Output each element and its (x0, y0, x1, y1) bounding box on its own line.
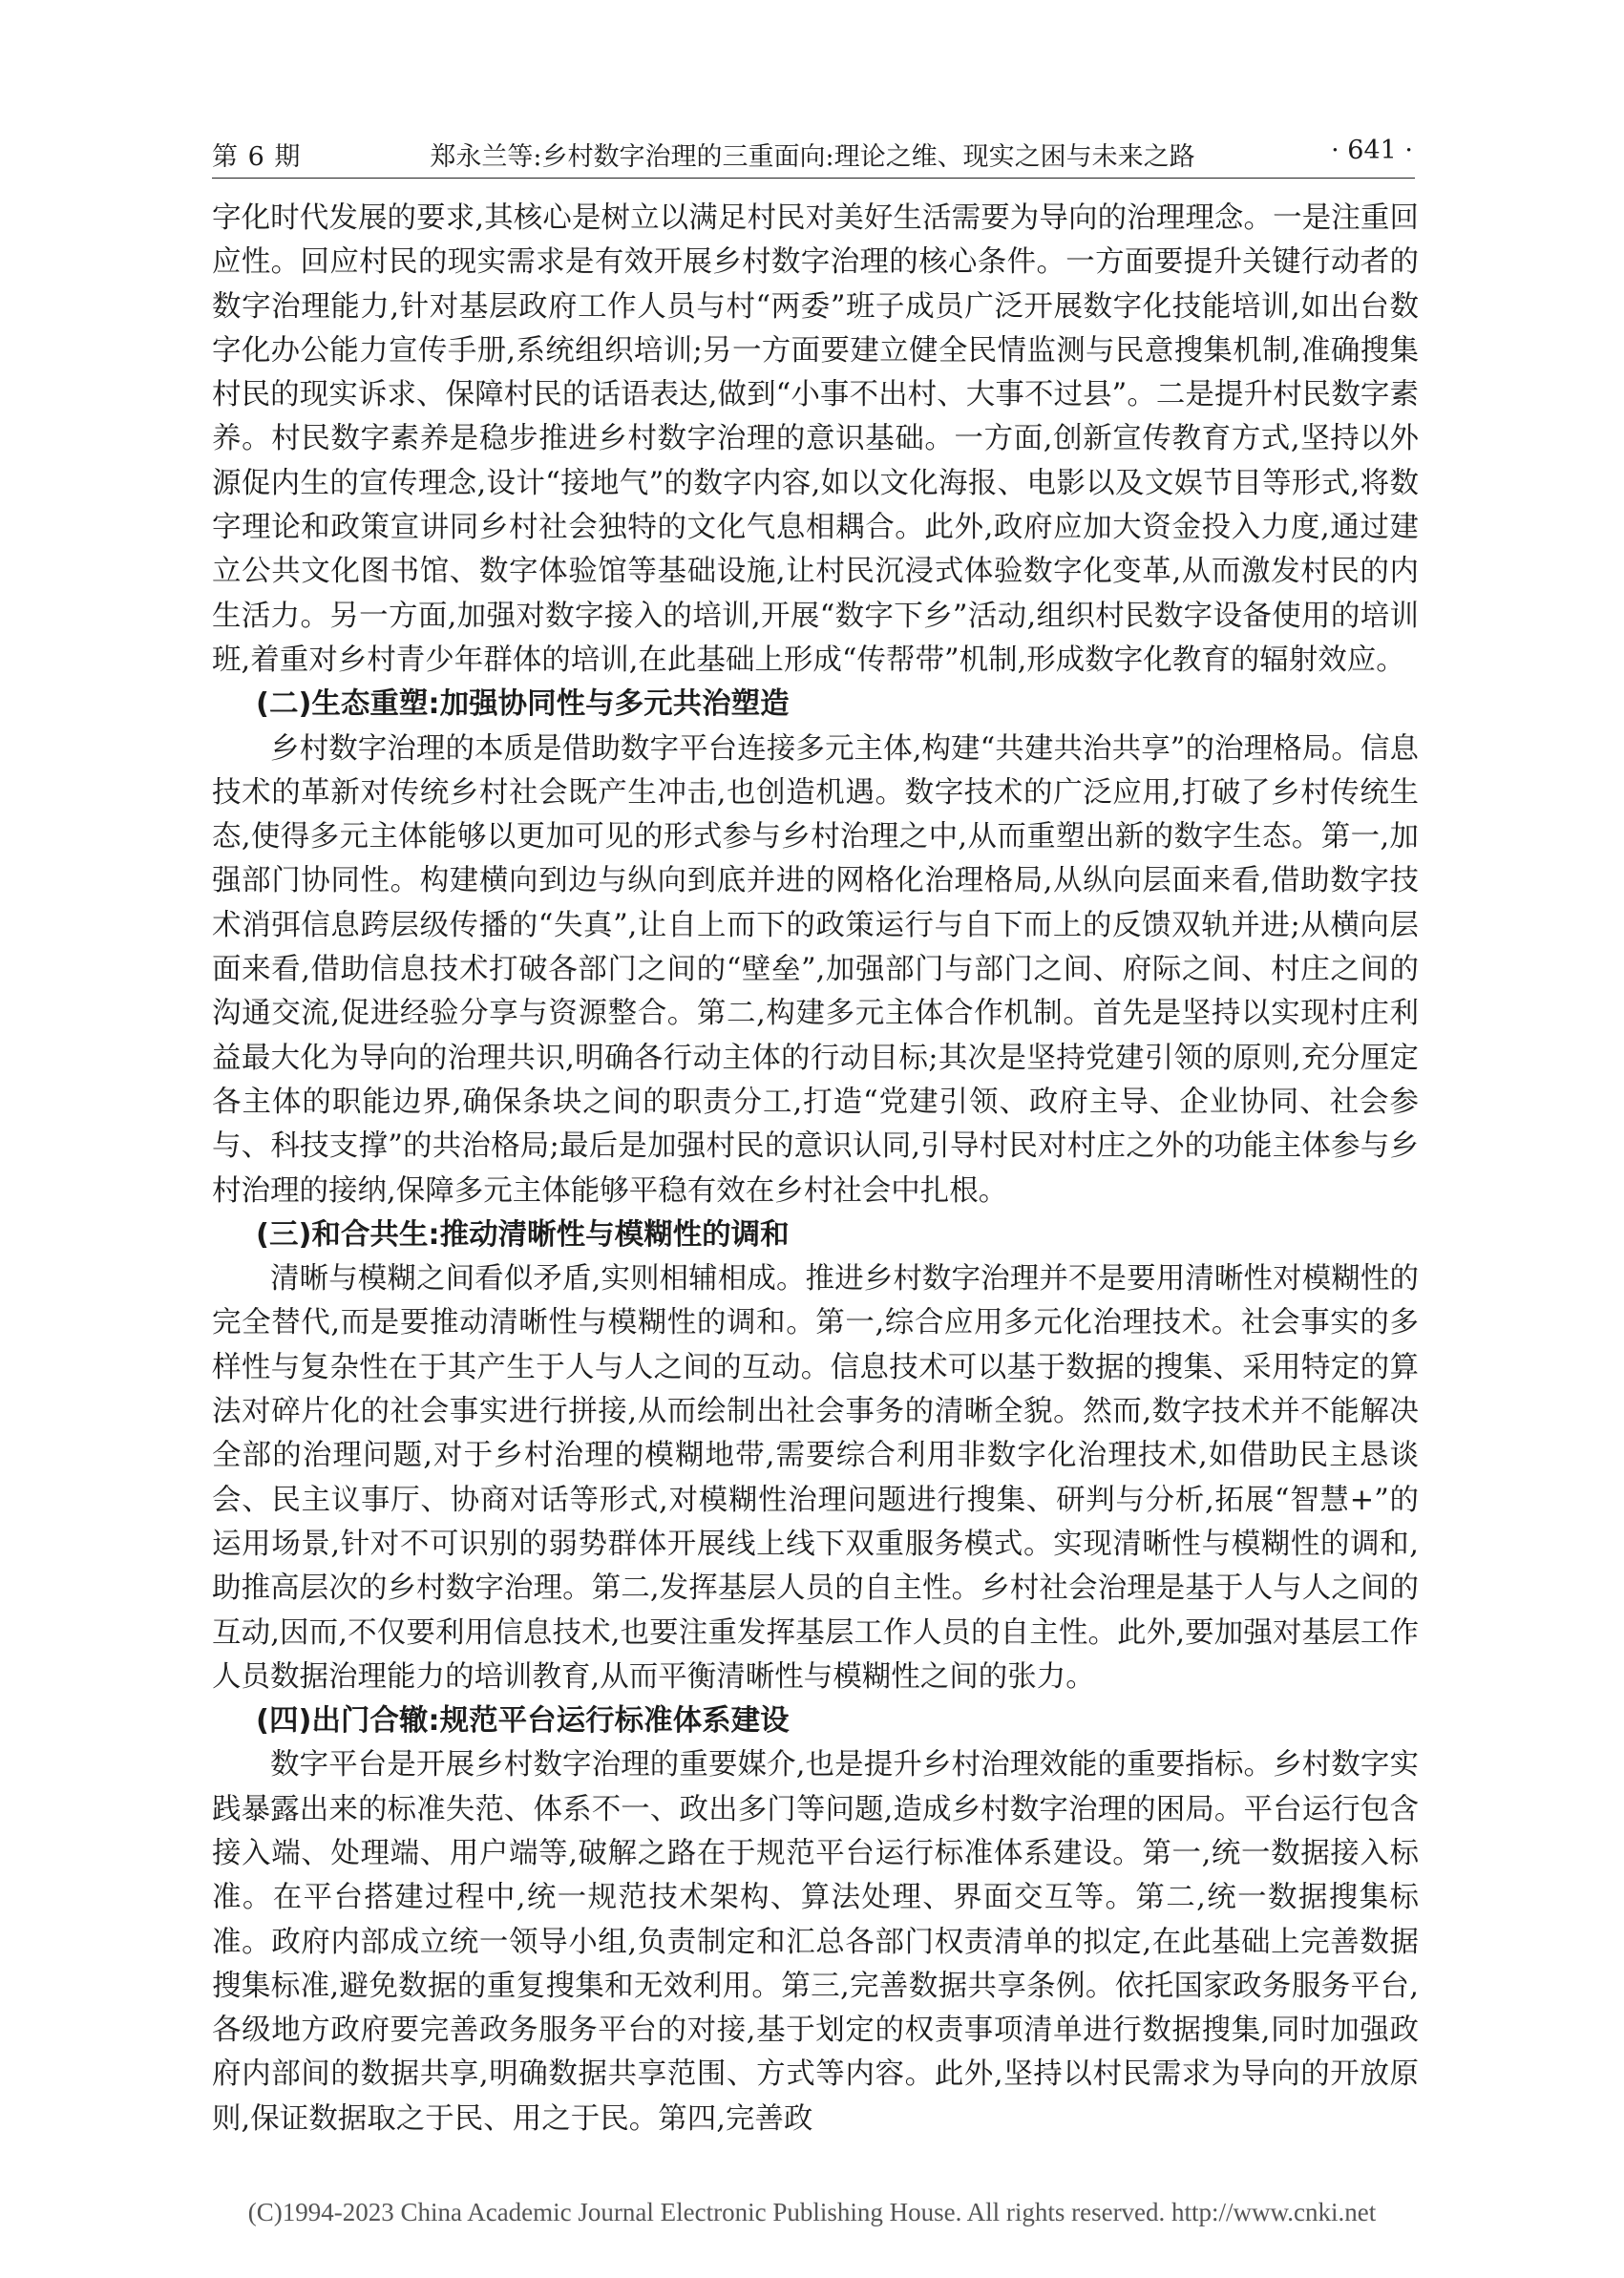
paragraph-continued: 字化时代发展的要求,其核心是树立以满足村民对美好生活需要为导向的治理理念。一是注重回应性。回应村民的现实需求是有效开展乡村数字治理的核心条件。一方面要提升关键行动者的数字治理能力,针对基层政府工作人员与村“两委”班子成员广泛开展数字化技能培训,如出台数字化办公能力宣传手册,系统组织培训;另一方面要建立健全民情监测与民意搜集机制,准确搜集村民的现实诉求、保障村民的话语表达,做到“小事不出村、大事不过县”。二是提升村民数字素养。村民数字素养是稳步推进乡村数字治理的意识基础。一方面,创新宣传教育方式,坚持以外源促内生的宣传理念,设计“接地气”的数字内容,如以文化海报、电影以及文娱节目等形式,将数字理论和政策宣讲同乡村社会独特的文化气息相耦合。此外,政府应加大资金投入力度,通过建立公共文化图书馆、数字体验馆等基础设施,让村民沉浸式体验数字化变革,从而激发村民的内生活力。另一方面,加强对数字接入的培训,开展“数字下乡”活动,组织村民数字设备使用的培训班,着重对乡村青少年群体的培训,在此基础上形成“传帮带”机制,形成数字化教育的辐射效应。 (212, 201, 1419, 677)
section-heading-4: (四)出门合辙:规范平台运行标准体系建设 (256, 1704, 790, 1739)
paragraph-harmony: 清晰与模糊之间看似矛盾,实则相辅相成。推进乡村数字治理并不是要用清晰性对模糊性的完全替代,而是要推动清晰性与模糊性的调和。第一,综合应用多元化治理技术。社会事实的多样性与复杂性在于其产生于人与人之间的互动。信息技术可以基于数据的搜集、采用特定的算法对碎片化的社会事实进行拼接,从而绘制出社会事务的清晰全貌。然而,数字技术并不能解决全部的治理问题,对于乡村治理的模糊地带,需要综合利用非数字化治理技术,如借助民主恳谈会、民主议事厅、协商对话等形式,对模糊性治理问题进行搜集、研判与分析,拓展“智慧+”的运用场景,针对不可识别的弱势群体开展线上线下双重服务模式。实现清晰性与模糊性的调和,助推高层次的乡村数字治理。第二,发挥基层人员的自主性。乡村社会治理是基于人与人之间的互动,因而,不仅要利用信息技术,也要注重发挥基层工作人员的自主性。此外,要加强对基层工作人员数据治理能力的培训教育,从而平衡清晰性与模糊性之间的张力。 (212, 1262, 1419, 1694)
running-header (212, 132, 1413, 170)
paragraph-ecology: 乡村数字治理的本质是借助数字平台连接多元主体,构建“共建共治共享”的治理格局。信息技术的革新对传统乡村社会既产生冲击,也创造机遇。数字技术的广泛应用,打破了乡村传统生态,使得多元主体能够以更加可见的形式参与乡村治理之中,从而重塑出新的数字生态。第一,加强部门协同性。构建横向到边与纵向到底并进的网格化治理格局,从纵向层面来看,借助数字技术消弭信息跨层级传播的“失真”,让自上而下的政策运行与自下而上的反馈双轨并进;从横向层面来看,借助信息技术打破各部门之间的“壁垒”,加强部门与部门之间、府际之间、村庄之间的沟通交流,促进经验分享与资源整合。第二,构建多元主体合作机制。首先是坚持以实现村庄利益最大化为导向的治理共识,明确各行动主体的行动目标;其次是坚持党建引领的原则,充分厘定各主体的职能边界,确保条块之间的职责分工,打造“党建引领、政府主导、企业协同、社会参与、科技支撑”的共治格局;最后是加强村民的意识认同,引导村民对村庄之外的功能主体参与乡村治理的接纳,保障多元主体能够平稳有效在乡村社会中扎根。 (212, 731, 1419, 1208)
copyright-footer: (C)1994-2023 China Academic Journal Electronic Publishing House. All rights reserved. http://www.cnki.net (247, 2198, 1377, 2226)
section-heading-2: (二)生态重塑:加强协同性与多元共治塑造 (256, 687, 790, 722)
page-number: · 641 · (1331, 136, 1413, 165)
header-rule (212, 178, 1415, 179)
article-body (212, 197, 1419, 2141)
paragraph-platform: 数字平台是开展乡村数字治理的重要媒介,也是提升乡村治理效能的重要指标。乡村数字实践暴露出来的标准失范、体系不一、政出多门等问题,造成乡村数字治理的困局。平台运行包含接入端、处理端、用户端等,破解之路在于规范平台运行标准体系建设。第一,统一数据接入标准。在平台搭建过程中,统一规范技术架构、算法处理、界面交互等。第二,统一数据搜集标准。政府内部成立统一领导小组,负责制定和汇总各部门权责清单的拟定,在此基础上完善数据搜集标准,避免数据的重复搜集和无效利用。第三,完善数据共享条例。依托国家政务服务平台,各级地方政府要完善政务服务平台的对接,基于划定的权责事项清单进行数据搜集,同时加强政府内部间的数据共享,明确数据共享范围、方式等内容。此外,坚持以村民需求为导向的开放原则,保证数据取之于民、用之于民。第四,完善政 (212, 1748, 1419, 2136)
issue-number: 第 6 期 (212, 142, 302, 172)
section-heading-3: (三)和合共生:推动清晰性与模糊性的调和 (256, 1217, 790, 1252)
running-title: 郑永兰等:乡村数字治理的三重面向:理论之维、现实之困与未来之路 (430, 142, 1195, 172)
